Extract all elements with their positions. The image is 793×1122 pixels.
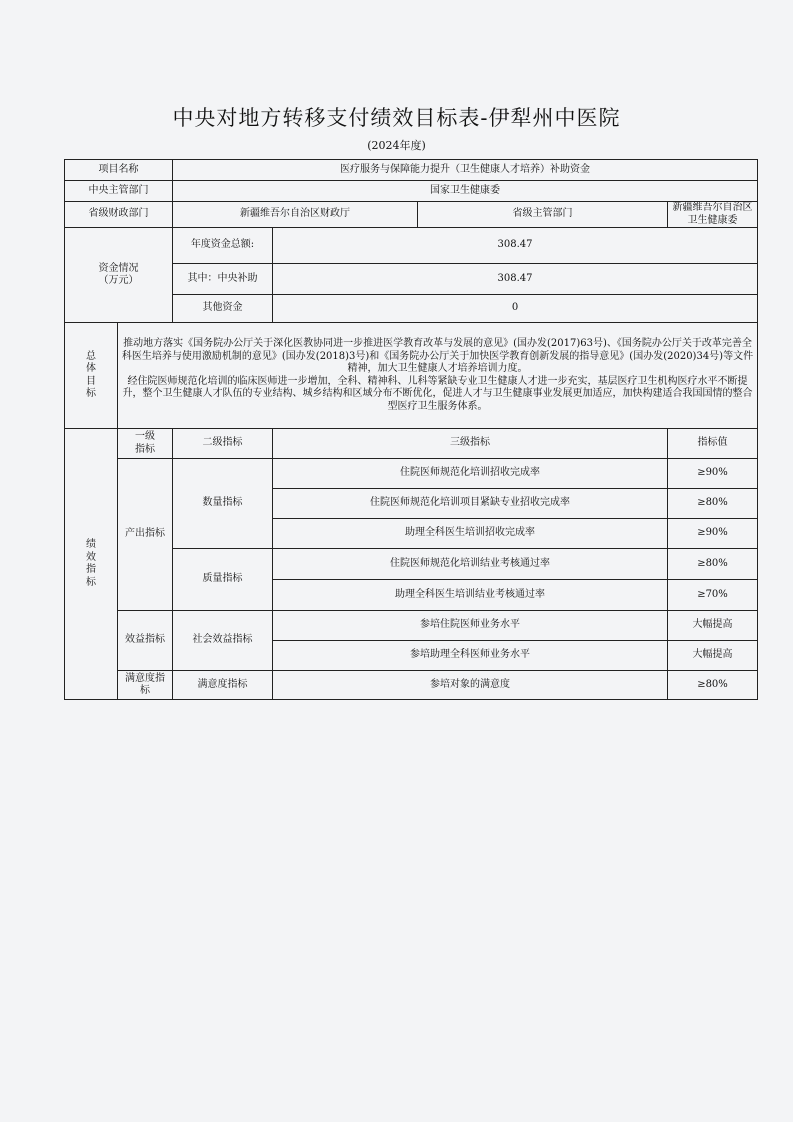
funds-label-line1: 资金情况 <box>98 262 139 274</box>
performance-table <box>64 159 758 700</box>
project-value: 医疗服务与保障能力提升（卫生健康人才培养）补助资金 <box>173 160 758 181</box>
goal-label-char: 总 <box>86 350 96 362</box>
indicator-header-row <box>65 429 758 459</box>
funds-annual-value: 308.47 <box>273 228 758 264</box>
table-row <box>65 671 758 700</box>
funds-central-value: 308.47 <box>273 264 758 295</box>
table-row <box>65 459 758 489</box>
project-row <box>65 160 758 181</box>
indicator-value: ≥90% <box>668 519 758 549</box>
quality-label: 质量指标 <box>173 549 273 611</box>
indicators-label-char: 标 <box>86 576 96 588</box>
provincial-dept-label: 省级主管部门 <box>418 202 668 228</box>
indicators-label-char: 绩 <box>86 539 96 550</box>
provincial-finance-label: 省级财政部门 <box>65 202 173 228</box>
funds-label <box>65 228 173 323</box>
funds-other-label: 其他资金 <box>173 295 273 323</box>
goal-row <box>65 323 758 429</box>
project-label: 项目名称 <box>65 160 173 181</box>
goal-label-char: 标 <box>86 388 96 399</box>
provincial-finance-value: 新疆维吾尔自治区财政厅 <box>173 202 418 228</box>
header-level2: 二级指标 <box>173 429 273 459</box>
central-dept-label: 中央主管部门 <box>65 181 173 202</box>
indicator-value: ≥80% <box>668 489 758 519</box>
indicator-name: 助理全科医生培训招收完成率 <box>273 519 668 549</box>
goal-label-char: 体 <box>86 363 96 374</box>
satisfaction-label-line2: 标 <box>140 685 150 696</box>
table-row <box>65 611 758 641</box>
indicator-name: 住院医师规范化培训项目紧缺专业招收完成率 <box>273 489 668 519</box>
funds-label-line2: （万元） <box>98 275 139 286</box>
indicator-name: 住院医师规范化培训招收完成率 <box>273 459 668 489</box>
satisfaction-label-line1: 满意度指 <box>125 672 165 684</box>
social-benefit-label: 社会效益指标 <box>173 611 273 671</box>
header-level3: 三级指标 <box>273 429 668 459</box>
header-level1-line1: 一级 <box>135 431 155 442</box>
central-dept-row <box>65 181 758 202</box>
goal-label <box>65 323 118 429</box>
benefit-label: 效益指标 <box>118 611 173 671</box>
funds-annual-row <box>65 228 758 264</box>
indicator-value: ≥80% <box>668 549 758 580</box>
satisfaction-label <box>118 671 173 700</box>
indicator-name: 助理全科医生培训结业考核通过率 <box>273 580 668 611</box>
indicators-label-char: 指 <box>86 564 96 575</box>
indicator-value: ≥80% <box>668 671 758 700</box>
indicators-label-char: 效 <box>86 551 96 563</box>
page-subtitle: (2024年度) <box>367 139 426 152</box>
goal-text <box>118 323 758 429</box>
indicator-name: 参培住院医师业务水平 <box>273 611 668 641</box>
goal-paragraph-1: 推动地方落实《国务院办公厅关于深化医教协同进一步推进医学教育改革与发展的意见》(国办发(2017)63号)、《国务院办公厅关于改革完善全科医生培养与使用激励机制的意见》(国办发(2018)3号)和《国务院办公厅关于加快医学教育创新发展的指导意见》(国办发(2020)34号)等文件精神，加大卫生健康人才培养培训力度。 <box>121 338 754 374</box>
indicator-name: 参培对象的满意度 <box>273 671 668 700</box>
goal-label-char: 目 <box>86 375 96 387</box>
header-value: 指标值 <box>668 429 758 459</box>
indicator-name: 住院医师规范化培训结业考核通过率 <box>273 549 668 580</box>
quantity-label: 数量指标 <box>173 459 273 549</box>
provincial-row <box>65 202 758 228</box>
indicators-label <box>65 429 118 700</box>
goal-paragraph-2: 经住院医师规范化培训的临床医师进一步增加，全科、精神科、儿科等紧缺专业卫生健康人才进一步充实，基层医疗卫生机构医疗水平不断提升，整个卫生健康人才队伍的专业结构、城乡结构和区域分布不断优化，促进人才与卫生健康事业发展更加适应，加快构建适合我国国情的整合型医疗卫生服务体系。 <box>122 375 753 412</box>
indicator-value: ≥90% <box>668 459 758 489</box>
central-dept-value: 国家卫生健康委 <box>173 181 758 202</box>
indicator-name: 参培助理全科医师业务水平 <box>273 641 668 671</box>
funds-other-value: 0 <box>273 295 758 323</box>
header-level1 <box>118 429 173 459</box>
header-level1-line2: 指标 <box>135 443 155 455</box>
indicator-value: 大幅提高 <box>668 641 758 671</box>
funds-annual-label: 年度资金总额: <box>173 228 273 264</box>
funds-central-label: 其中：中央补助 <box>173 264 273 295</box>
output-label: 产出指标 <box>118 459 173 611</box>
page-title: 中央对地方转移支付绩效目标表-伊犁州中医院 <box>172 106 621 130</box>
satisfaction-sub-label: 满意度指标 <box>173 671 273 700</box>
provincial-dept-value: 新疆维吾尔自治区卫生健康委 <box>668 202 758 228</box>
indicator-value: 大幅提高 <box>668 611 758 641</box>
indicator-value: ≥70% <box>668 580 758 611</box>
